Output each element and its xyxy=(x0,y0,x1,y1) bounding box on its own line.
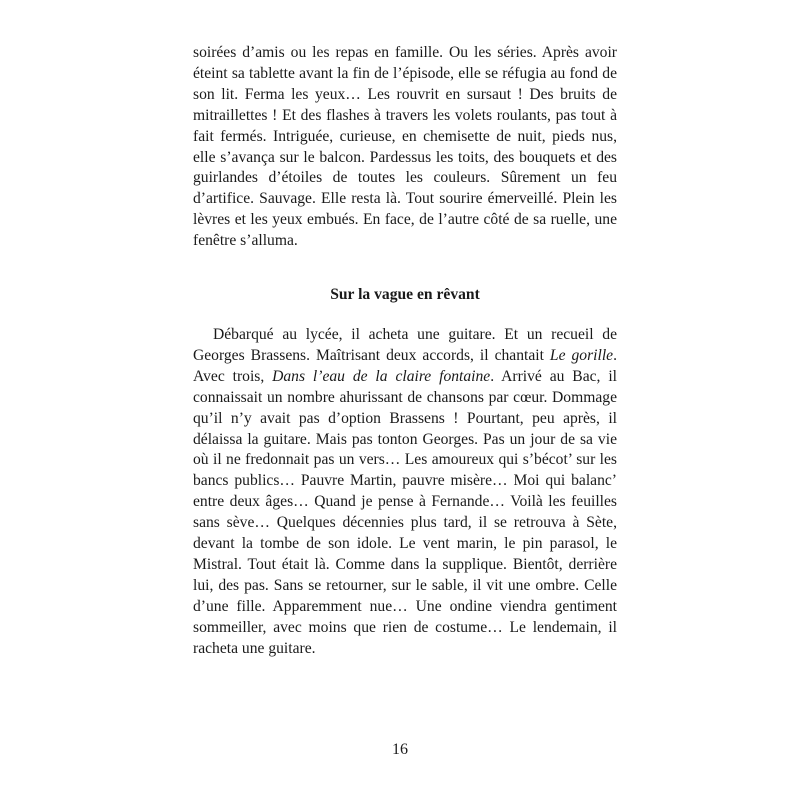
page-number: 16 xyxy=(392,741,408,758)
paragraph-text-part: . Arrivé au Bac, il connaissait un nombre ahurissant de chansons par cœur. Dommage qu’il n’y avait pas d’option Brassens ! Pourtant, peu après, il délaissa la guitare. Mais pas tonton Georges. Pas un jour de sa vie où il ne fredonnait pas un vers… Les amoureux qui s’bécot’ sur les bancs publics… Pauvre Martin, pauvre misère… Moi qui balanc’ entre deux âges… Quand je pense à Fernande… Voilà les feuilles sans sève… Quelques décennies plus tard, il se retrouva à Sète, devant la tombe de son idole. Le vent marin, le pin parasol, le Mistral. Tout était là. Comme dans la supplique. Bientôt, derrière lui, des pas. Sans se retourner, sur le sable, il vit une ombre. Celle d’une fille. Apparemment nue… Une ondine viendra gentiment sommeiller, avec moins que rien de costume… Le lendemain, il racheta une guitare. xyxy=(193,367,617,657)
body-paragraph-continued xyxy=(193,43,617,252)
song-title-italic: Dans l’eau de la claire fontaine xyxy=(272,367,491,385)
paragraph-text: soirées d’amis ou les repas en famille. Ou les séries. Après avoir éteint sa tablette avant la fin de l’épisode, elle se réfugia au fond de son lit. Ferma les yeux… Les rouvrit en sursaut ! Des bruits de mitraillettes ! Et des flashes à travers les volets roulants, pas tout à fait fermés. Intriguée, curieuse, en chemisette de nuit, pieds nus, elle s’avança sur le balcon. Pardessus les toits, des bouquets et des guirlandes d’étoiles de toutes les couleurs. Sûrement un feu d’artifice. Sauvage. Elle resta là. Tout sourire émerveillé. Plein les lèvres et les yeux embués. En face, de l’autre côté de sa ruelle, une fenêtre s’alluma. xyxy=(193,44,617,250)
paragraph-text-part: . Avec trois, xyxy=(193,346,617,385)
song-title-italic: Le gorille xyxy=(549,346,614,364)
paragraph-text-part: Débarqué au lycée, il acheta une guitare. Et un recueil de Georges Brassens. Maîtrisant deux accords, il chantait xyxy=(193,326,617,364)
section-heading: Sur la vague en rêvant xyxy=(330,286,480,303)
paragraph-text xyxy=(193,325,617,660)
body-paragraph xyxy=(193,325,617,660)
